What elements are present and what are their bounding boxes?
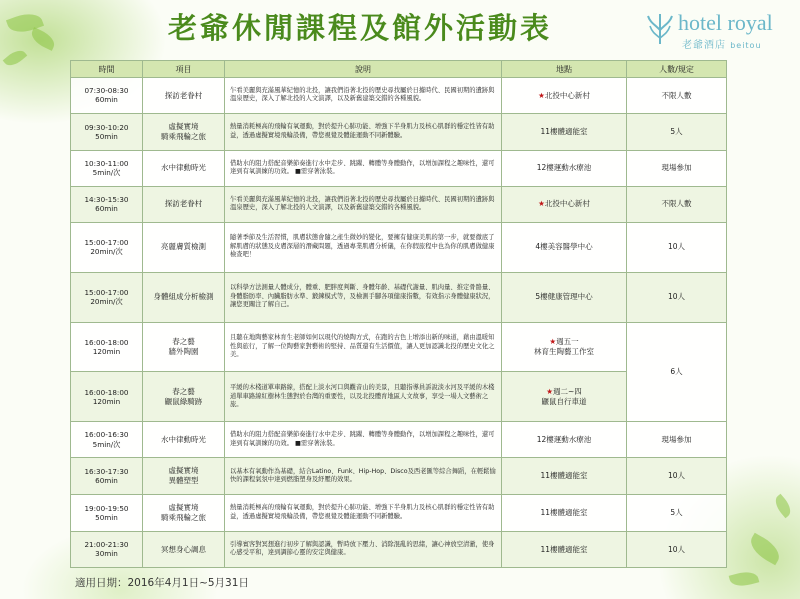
location-cell: ★週五一 林育生陶藝工作室 xyxy=(502,322,627,372)
item-cell: 虛擬實境 騎乘飛輪之旅 xyxy=(143,113,225,150)
time-cell: 16:00-18:00 120min xyxy=(71,322,143,372)
header-time: 時間 xyxy=(71,61,143,78)
description-cell: 熱量消耗極高的飛輪有氧運動，對於提升心肺功能、增強下半身肌力及核心肌群的穩定性皆有助益，透過虛擬實境飛輪設備，帶您視覺及體能運動不同新體驗。 xyxy=(225,495,502,532)
item-cell: 虛擬實境 異體塑型 xyxy=(143,458,225,495)
time-cell: 16:00-18:00 120min xyxy=(71,372,143,422)
time-cell: 14:30-15:30 60min xyxy=(71,186,143,222)
item-cell: 探訪老眷村 xyxy=(143,78,225,114)
time-cell: 16:00-16:30 5min/次 xyxy=(71,422,143,458)
description-cell: 平緩的木棧道單車路線，搭配上淡水河口與觀音山的美景，且聽指導員訴說淡水河及平緩的木棧道單車路線紅樹林生態對於台灣的重要性，以及北投體育地區人文故事，享受一場人文藝術之旅。 xyxy=(225,372,502,422)
description-cell: 引導賓客對冥想進行初步了解與認識，暫時放下壓力、消除混亂的思緒，讓心神放空清澈，使身心感受平和，達到調節心靈的安定與健康。 xyxy=(225,531,502,567)
capacity-cell: 10人 xyxy=(627,272,727,322)
description-cell: 乍看美麗與充滿風華紀憶的北投，讓我們沿著北投的歷史尋找屬於日據時代、民國初期的遺跡與溫泉歷史，深入了解北投的人文演譯，以及新舊建築交錯的各種風貌。 xyxy=(225,186,502,222)
description-cell: 熱量消耗極高的飛輪有氧運動，對於提升心肺功能、增強下半身肌力及核心肌群的穩定性皆有助益，透過虛擬實境飛輪設備，帶您視覺及體能運動不同新體驗。 xyxy=(225,113,502,150)
location-cell: ★北投中心新村 xyxy=(502,78,627,114)
time-cell: 15:00-17:00 20min/次 xyxy=(71,222,143,272)
table-row xyxy=(71,322,727,372)
table-row xyxy=(71,495,727,532)
item-cell: 亮麗膚質檢測 xyxy=(143,222,225,272)
location-cell: 12樓運動水療池 xyxy=(502,150,627,186)
description-cell: 借助水的阻力搭配音樂節奏進行水中走步、跳躍、轉體等身體動作，以增加課程之趣味性，還可達到有氧訓練的功效。 ■需穿著泳裝。 xyxy=(225,422,502,458)
location-cell: 5樓健康管理中心 xyxy=(502,272,627,322)
capacity-cell: 10人 xyxy=(627,458,727,495)
table-row xyxy=(71,78,727,114)
capacity-cell: 10人 xyxy=(627,222,727,272)
location-cell: 11樓體適能室 xyxy=(502,458,627,495)
capacity-cell: 6人 xyxy=(627,322,727,422)
table-row xyxy=(71,531,727,567)
table-row xyxy=(71,113,727,150)
star-icon: ★ xyxy=(549,337,557,347)
table-row xyxy=(71,222,727,272)
location-cell: 4樓美容醫學中心 xyxy=(502,222,627,272)
schedule-table xyxy=(70,60,727,568)
time-cell: 19:00-19:50 50min xyxy=(71,495,143,532)
location-cell: ★北投中心新村 xyxy=(502,186,627,222)
header-capacity: 人數/規定 xyxy=(627,61,727,78)
time-cell: 07:30-08:30 60min xyxy=(71,78,143,114)
item-cell: 冥想身心調息 xyxy=(143,531,225,567)
description-cell: 借助水的阻力搭配音樂節奏進行水中走步、跳躍、轉體等身體動作，以增加課程之趣味性，還可達到有氧訓練的功效。 ■需穿著泳裝。 xyxy=(225,150,502,186)
time-cell: 21:00-21:30 30min xyxy=(71,531,143,567)
item-cell: 春之藝 鼴鼠綠騎跡 xyxy=(143,372,225,422)
schedule-table-wrapper xyxy=(70,60,726,568)
table-row xyxy=(71,150,727,186)
header-item: 項目 xyxy=(143,61,225,78)
time-cell: 10:30-11:00 5min/次 xyxy=(71,150,143,186)
validity-date: 適用日期：2016年4月1日~5月31日 xyxy=(75,577,249,589)
capacity-cell: 不限人數 xyxy=(627,186,727,222)
fountain-logo-icon xyxy=(646,10,674,46)
table-row xyxy=(71,422,727,458)
star-icon: ★ xyxy=(546,387,553,397)
location-cell: ★週二~四 鼴鼠自行車道 xyxy=(502,372,627,422)
page-title: 老爺休閒課程及館外活動表 xyxy=(167,11,552,45)
location-cell: 11樓體適能室 xyxy=(502,495,627,532)
capacity-cell: 10人 xyxy=(627,531,727,567)
location-cell: 12樓運動水療池 xyxy=(502,422,627,458)
capacity-cell: 5人 xyxy=(627,495,727,532)
time-cell: 15:00-17:00 20min/次 xyxy=(71,272,143,322)
table-header-row xyxy=(71,61,727,78)
location-cell: 11樓體適能室 xyxy=(502,531,627,567)
time-cell: 16:30-17:30 60min xyxy=(71,458,143,495)
description-cell: 以科學方法測量人體成分，體重、肥胖度判斷、身體年齡、基礎代謝量、肌肉量、推定骨骼量、身體脂肪率、內臟脂肪水準、鍛鍊模式等，及檢測手腳各項健康指數，有效指示身體健康狀況，讓您更關注了解自己。 xyxy=(225,272,502,322)
description-cell: 且聽在地陶藝家林育生老師如何以現代的燒陶方式，在跑的古色上增添出新的味道，藉由溫暖知性與旅行，了解一位陶藝家對藝術的堅持、品質還有生活價值，讓人更加認識北投的歷史文化之美。 xyxy=(225,322,502,372)
star-icon: ★ xyxy=(538,90,545,100)
hotel-logo xyxy=(646,8,786,52)
description-cell: 乍看美麗與充滿風華紀憶的北投，讓我們沿著北投的歷史尋找屬於日據時代、民國初期的遺跡與溫泉歷史，深入了解北投的人文演譯，以及新舊建築交錯的各種風貌。 xyxy=(225,78,502,114)
table-row xyxy=(71,458,727,495)
location-cell: 11樓體適能室 xyxy=(502,113,627,150)
star-icon: ★ xyxy=(538,199,545,209)
capacity-cell: 5人 xyxy=(627,113,727,150)
table-row xyxy=(71,186,727,222)
item-cell: 春之藝 牆外陶園 xyxy=(143,322,225,372)
header-location: 地點 xyxy=(502,61,627,78)
item-cell: 探訪老眷村 xyxy=(143,186,225,222)
description-cell: 隨著季節及生活習慣，肌膚狀態會隨之產生微妙的變化，要擁有健康美肌的第一步，就要徹底了解肌膚的狀態及皮膚深層的潛藏問題，透過專業肌膚分析儀，在你假旅程中也為你的肌膚做健康檢查吧！ xyxy=(225,222,502,272)
header-description: 說明 xyxy=(225,61,502,78)
capacity-cell: 現場參加 xyxy=(627,150,727,186)
time-cell: 09:30-10:20 50min xyxy=(71,113,143,150)
item-cell: 水中律動時光 xyxy=(143,422,225,458)
table-row xyxy=(71,272,727,322)
capacity-cell: 現場參加 xyxy=(627,422,727,458)
item-cell: 虛擬實境 騎乘飛輪之旅 xyxy=(143,495,225,532)
item-cell: 身體組成分析檢測 xyxy=(143,272,225,322)
capacity-cell: 不限人數 xyxy=(627,78,727,114)
description-cell: 以基本有氧動作為基礎，結合Latino、Funk、Hip-Hop、Disco及西老匯等綜合舞蹈，在輕鬆愉快的課程氣氛中達到燃脂塑身及紓壓的效果。 xyxy=(225,458,502,495)
logo-subtitle: 老爺酒店 beitou xyxy=(682,40,762,51)
item-cell: 水中律動時光 xyxy=(143,150,225,186)
logo-name: hotel royal xyxy=(678,10,773,35)
